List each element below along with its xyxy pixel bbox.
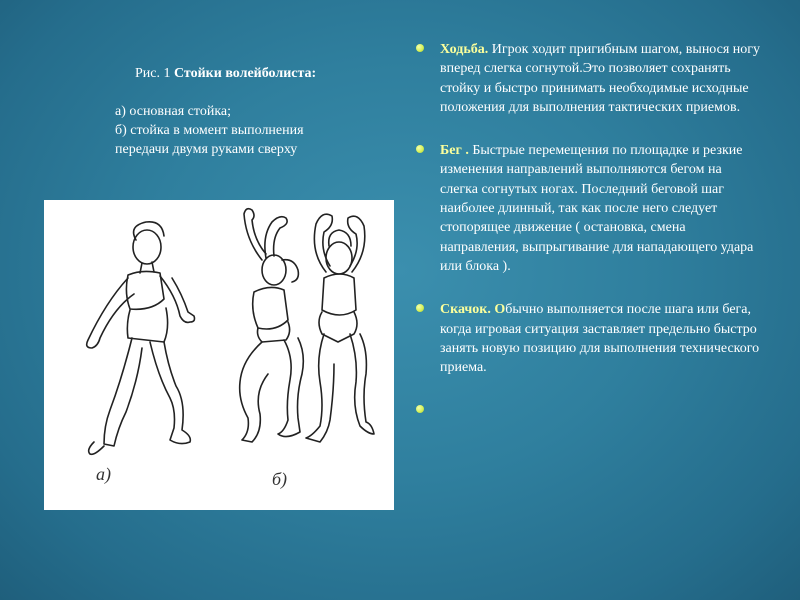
player-basic-stance: [87, 222, 195, 455]
text-jump: бычно выполняется после шага или бега, когда игровая ситуация заставляет предельно быстро занять новую позицию для выполнения технического приема.: [440, 302, 760, 376]
caption-line-b2: передачи двумя руками сверху: [115, 142, 298, 157]
bullet-icon: [416, 304, 424, 312]
list-item-walking: [416, 40, 761, 117]
figure-caption: [115, 64, 385, 159]
caption-fig-prefix: Рис. 1: [135, 66, 174, 81]
player-setting-front: [306, 214, 374, 442]
movement-list: [416, 40, 761, 421]
label-a: а): [96, 464, 111, 484]
list-item-jump: [416, 300, 761, 377]
caption-title: [115, 64, 385, 83]
stances-drawing: [44, 200, 394, 510]
caption-line-a: а) основная стойка;: [115, 104, 232, 119]
volleyball-stances-figure: [44, 200, 394, 510]
heading-jump: Скачок. О: [440, 302, 506, 318]
text-running: Быстрые перемещения по площадке и резкие изменения направлений выполняются бегом на слегка согнутых ногах. Последний беговой шаг наиболее длинный, так как после него следует стопорящее движение ( остановка, смена направления, выпрыгивание для нападающего удара или блока ).: [440, 143, 754, 274]
list-item-empty: [416, 401, 761, 420]
caption-line-b1: б) стойка в момент выполнения: [115, 123, 304, 138]
heading-walking: Ходьба.: [440, 42, 489, 57]
player-setting-stance: [240, 209, 304, 442]
bullet-icon: [416, 405, 424, 413]
bullet-icon: [416, 145, 424, 153]
heading-running: Бег .: [440, 143, 469, 159]
bullet-icon: [416, 44, 424, 52]
caption-fig-title: Стойки волейболиста:: [174, 66, 317, 81]
text-walking: Игрок ходит пригибным шагом, вынося ногу вперед слегка согнутой.Это позволяет сохранять стойку и быстро принимать необходимые исходные положения для выполнения тактических приемов.: [440, 42, 761, 115]
list-item-running: [416, 141, 761, 276]
label-b: б): [272, 469, 288, 489]
